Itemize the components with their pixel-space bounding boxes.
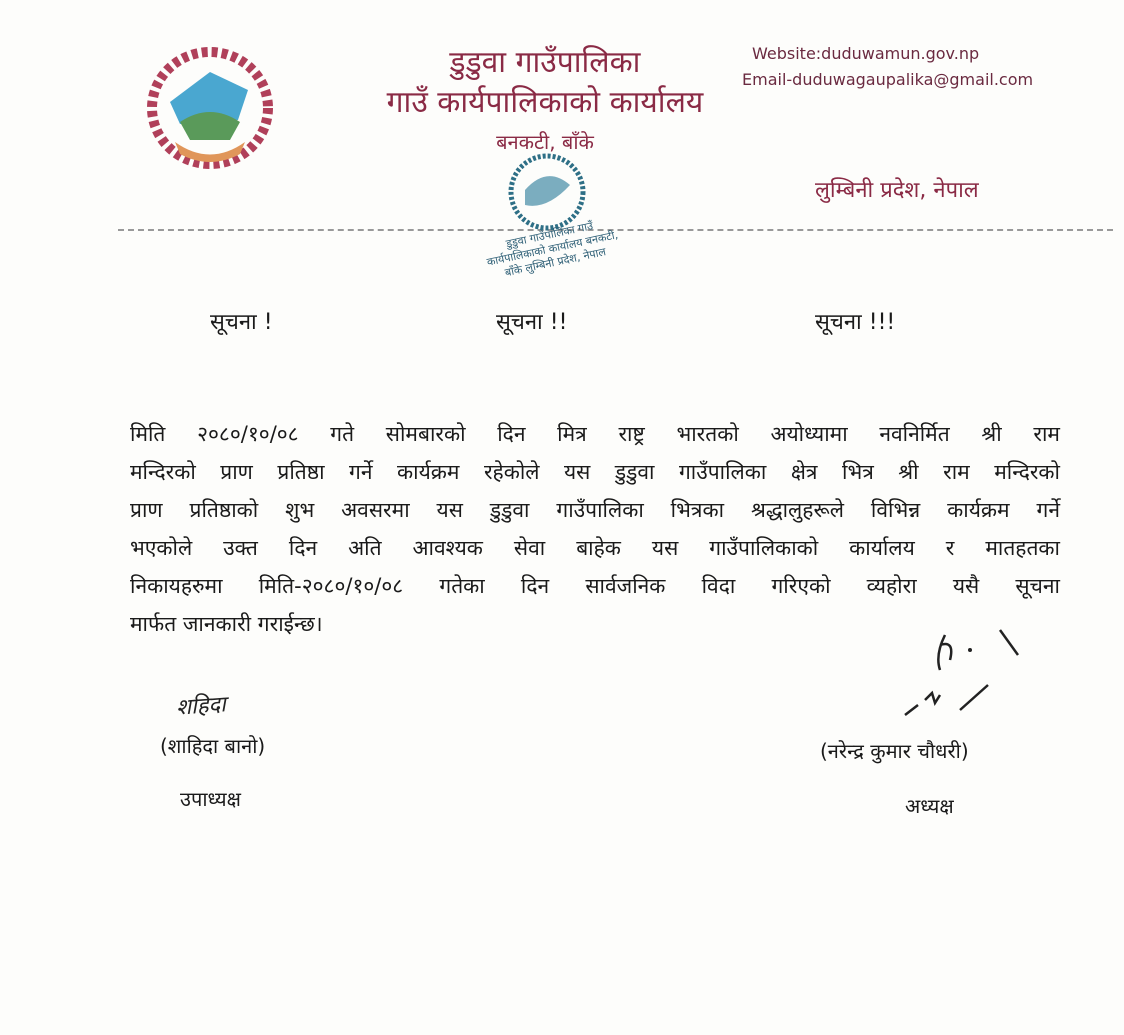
notice-heading-1: सूचना ! bbox=[210, 310, 273, 335]
body-line: निकायहरुमा मिति-२०८०/१०/०८ गतेका दिन सार्वजनिक विदा गरिएको व्यहोरा यसै सूचना bbox=[130, 574, 1060, 598]
body-line: भएकोले उक्त दिन अति आवश्यक सेवा बाहेक यस गाउँपालिकाको कार्यालय र मातहतका bbox=[130, 536, 1060, 560]
office-name: गाउँ कार्यपालिकाको कार्यालय bbox=[386, 85, 704, 120]
email-link[interactable]: Email-duduwagaupalika@gmail.com bbox=[742, 70, 1034, 89]
left-signatory-title: उपाध्यक्ष bbox=[180, 787, 241, 811]
right-signatory-title: अध्यक्ष bbox=[905, 794, 954, 818]
province-label: लुम्बिनी प्रदेश, नेपाल bbox=[815, 178, 979, 203]
notice-body bbox=[130, 415, 1060, 643]
stamp-text: डुडुवा गाउँपालिका गाउँ कार्यपालिकाको कार्यालय बनकटी, बाँके लुम्बिनी प्रदेश, नेपाल bbox=[485, 219, 620, 280]
office-location: बनकटी, बाँके bbox=[496, 130, 594, 154]
notice-heading-3: सूचना !!! bbox=[815, 310, 896, 335]
right-signature-mark bbox=[900, 615, 1040, 729]
website-link[interactable]: Website:duduwamun.gov.np bbox=[752, 44, 980, 63]
notice-heading-2: सूचना !! bbox=[496, 310, 568, 335]
office-stamp bbox=[465, 140, 635, 300]
body-line: मिति २०८०/१०/०८ गते सोमबारको दिन मित्र राष्ट्र भारतको अयोध्यामा नवनिर्मित श्री राम bbox=[130, 422, 1060, 446]
body-line: मार्फत जानकारी गराईन्छ। bbox=[130, 612, 323, 636]
body-line: मन्दिरको प्राण प्रतिष्ठा गर्ने कार्यक्रम रहेकोले यस डुडुवा गाउँपालिका क्षेत्र भित्र श्री राम मन्दिरको bbox=[130, 460, 1060, 484]
nepal-emblem-logo bbox=[140, 42, 280, 170]
right-signatory-name: (नरेन्द्र कुमार चौधरी) bbox=[820, 739, 969, 763]
municipality-name: डुडुवा गाउँपालिका bbox=[449, 45, 641, 80]
left-signature: शहिदा bbox=[175, 692, 227, 721]
body-line: प्राण प्रतिष्ठाको शुभ अवसरमा यस डुडुवा गाउँपालिका भित्रका श्रद्धालुहरूले विभिन्न कार्यक्रम गर्ने bbox=[130, 498, 1060, 522]
left-signatory-name: (शाहिदा बानो) bbox=[160, 734, 266, 758]
